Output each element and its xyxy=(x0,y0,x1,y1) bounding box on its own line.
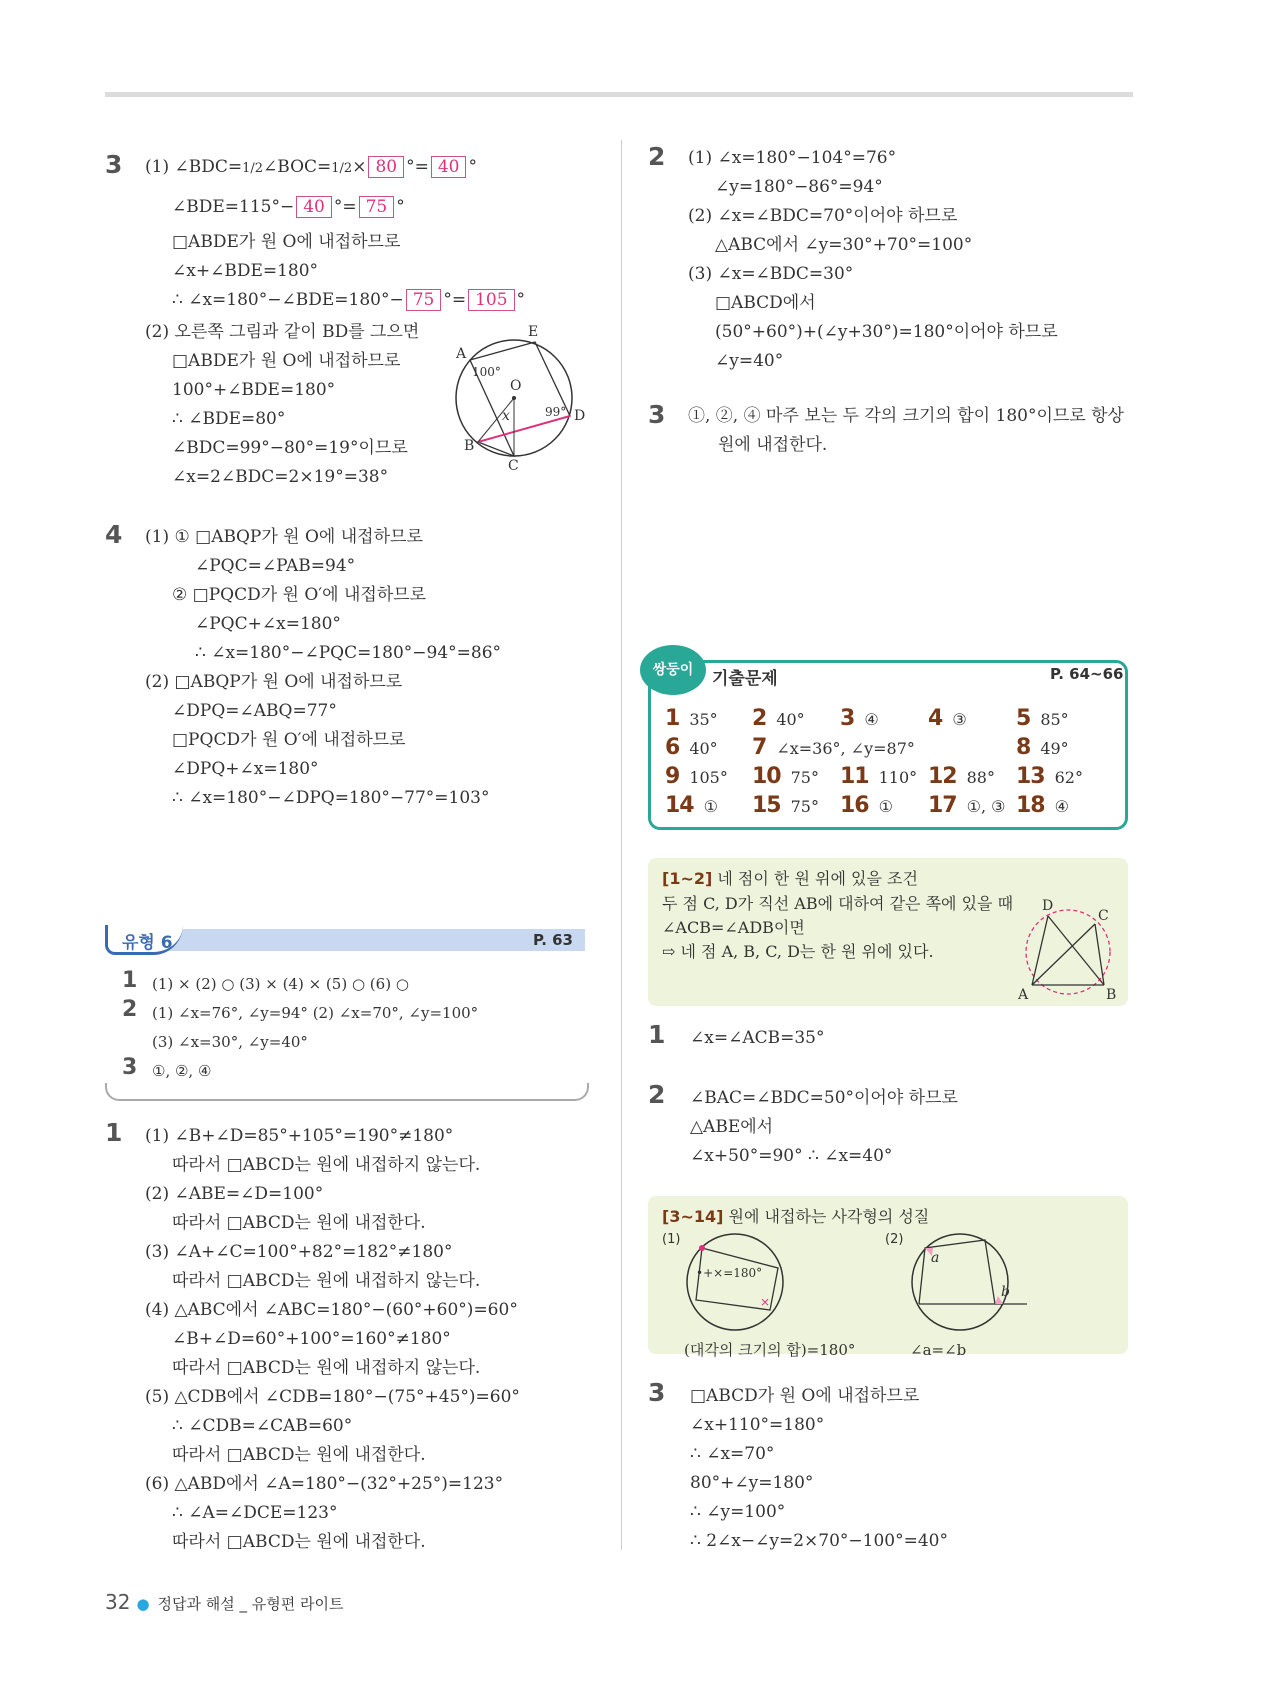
lb-line-5: (3) ∠A+∠C=100°+82°=182°≠180° xyxy=(145,1242,453,1262)
answer-box: 75 xyxy=(406,289,442,311)
angle-cross-marker: × xyxy=(760,1295,771,1309)
twin-answer-number: 16 xyxy=(840,793,869,818)
type6-answer-1: (1) × (2) ○ (3) × (4) × (5) ○ (6) ○ xyxy=(152,975,409,993)
info2-caption-2: ∠a=∠b xyxy=(910,1341,967,1359)
twin-answer xyxy=(752,735,915,760)
opposite-angles-figure xyxy=(680,1230,790,1334)
p4-line-2: ∠PQC=∠PAB=94° xyxy=(195,556,356,576)
problem-number: 2 xyxy=(648,142,665,171)
type6-answer-2: (1) ∠x=76°, ∠y=94° (2) ∠x=70°, ∠y=100° xyxy=(152,1004,479,1022)
ts3-line-2: ∠x+110°=180° xyxy=(690,1415,825,1435)
r2-line-5: (3) ∠x=∠BDC=30° xyxy=(688,264,854,284)
twin-answer xyxy=(840,706,879,731)
twin-answer-value: 40° xyxy=(689,739,718,758)
twin-answer-number: 6 xyxy=(665,735,680,760)
p3-line-4: ∠x+∠BDE=180° xyxy=(172,261,319,281)
ts3-line-5: ∴ ∠y=100° xyxy=(690,1502,786,1522)
answer-box: 105 xyxy=(468,289,514,311)
twin-answer xyxy=(1016,793,1069,818)
ts2-line-2: △ABE에서 xyxy=(690,1117,774,1137)
twin-answer xyxy=(665,706,718,731)
twin-answer-value: ①, ③ xyxy=(966,797,1006,816)
label-d: D xyxy=(574,408,586,424)
twin-answer xyxy=(928,706,967,731)
lb-line-12: 따라서 □ABCD는 원에 내접한다. xyxy=(172,1445,426,1465)
label-o: O xyxy=(510,378,522,394)
r2-line-7: (50°+60°)+(∠y+30°)=180°이어야 하므로 xyxy=(715,322,1058,342)
lb-line-11: ∴ ∠CDB=∠CAB=60° xyxy=(172,1416,353,1436)
p3-2-line-6: ∠x=2∠BDC=2×19°=38° xyxy=(172,467,389,487)
twin-answer-value: 75° xyxy=(790,797,819,816)
type6-answer-4: ①, ②, ④ xyxy=(152,1062,212,1080)
ts3-line-1: □ABCD가 원 O에 내접하므로 xyxy=(690,1386,920,1406)
ts2-line-3: ∠x+50°=90° ∴ ∠x=40° xyxy=(690,1146,893,1166)
twin-answer-value: 88° xyxy=(966,768,995,787)
lb-line-3: (2) ∠ABE=∠D=100° xyxy=(145,1184,324,1204)
label-100: 100° xyxy=(472,365,501,379)
twin-answer-value: ④ xyxy=(864,710,879,729)
label-b: b xyxy=(1001,1284,1010,1300)
lb-line-8: ∠B+∠D=60°+100°=160°≠180° xyxy=(172,1329,451,1349)
bullet-icon: ● xyxy=(136,1595,150,1613)
twin-answer-value: 35° xyxy=(689,710,718,729)
lb-line-7: (4) △ABC에서 ∠ABC=180°−(60°+60°)=60° xyxy=(145,1300,518,1320)
type6-bar xyxy=(165,929,585,951)
twin-answer-value: ∠x=36°, ∠y=87° xyxy=(776,739,915,758)
twin-answer xyxy=(1016,706,1069,731)
twin-answer-value: 85° xyxy=(1040,710,1069,729)
info2-heading xyxy=(662,1204,929,1227)
twin-answer xyxy=(665,793,718,818)
label-b: B xyxy=(1106,987,1117,1003)
info1-tag: [1~2] xyxy=(662,869,713,888)
lb-line-4: 따라서 □ABCD는 원에 내접한다. xyxy=(172,1213,426,1233)
p3-2-line-3: 100°+∠BDE=180° xyxy=(172,380,336,400)
label-c: C xyxy=(508,458,519,470)
twin-title: 기출문제 xyxy=(712,669,778,689)
r2-line-8: ∠y=40° xyxy=(715,351,784,371)
twin-answer-value: ④ xyxy=(1054,797,1069,816)
twin-answer xyxy=(1016,735,1069,760)
twin-answer-number: 15 xyxy=(752,793,781,818)
info2-sub-1: (1) xyxy=(662,1232,681,1247)
label-99: 99° xyxy=(545,405,567,419)
info2-sub-2: (2) xyxy=(885,1232,904,1247)
twin-answer-value: 75° xyxy=(790,768,819,787)
p3-line-2 xyxy=(172,195,405,219)
twin-answer xyxy=(752,793,819,818)
p3-2-line-4: ∴ ∠BDE=80° xyxy=(172,409,286,429)
twin-answer-value: 40° xyxy=(776,710,805,729)
problem-number: 3 xyxy=(648,1378,665,1407)
twin-answer-number: 17 xyxy=(928,793,957,818)
answer-box: 80 xyxy=(368,156,404,178)
p3-line-5 xyxy=(172,288,525,312)
twin-answer xyxy=(665,764,728,789)
center-point xyxy=(512,396,516,400)
p4-line-6: (2) □ABQP가 원 O에 내접하므로 xyxy=(145,672,403,692)
lb-line-15: 따라서 □ABCD는 원에 내접한다. xyxy=(172,1532,426,1552)
twin-answer-number: 5 xyxy=(1016,706,1031,731)
fraction: 1/2 xyxy=(331,161,353,176)
info1-title: 네 점이 한 원 위에 있을 조건 xyxy=(717,869,918,888)
twin-answer xyxy=(752,764,819,789)
twin-answer-number: 10 xyxy=(752,764,781,789)
twin-answer-number: 4 xyxy=(928,706,943,731)
twin-answer-number: 2 xyxy=(752,706,767,731)
twin-answer xyxy=(840,793,893,818)
page-footer xyxy=(105,1590,344,1614)
ts2-line-1: ∠BAC=∠BDC=50°이어야 하므로 xyxy=(690,1088,958,1108)
top-rule xyxy=(105,92,1133,97)
p3-2-line-1: (2) 오른쪽 그림과 같이 BD를 그으면 xyxy=(145,322,420,342)
p4-line-3: ② □PQCD가 원 O′에 내접하므로 xyxy=(172,585,427,605)
p4-line-7: ∠DPQ=∠ABQ=77° xyxy=(172,701,337,721)
label-c: C xyxy=(1098,908,1109,924)
type6-header xyxy=(105,925,587,955)
inscribed-pentagon-figure xyxy=(450,320,600,470)
twin-page: P. 64~66 xyxy=(1050,665,1124,683)
answer-box: 40 xyxy=(431,156,467,178)
twin-answer xyxy=(752,706,805,731)
text: ∠BOC= xyxy=(263,157,332,177)
r3-line-1: ①, ②, ④ 마주 보는 두 각의 크기의 합이 180°이므로 항상 xyxy=(688,406,1124,426)
type6-frame xyxy=(105,1083,589,1101)
twin-answer xyxy=(928,793,1005,818)
p3-2-line-5: ∠BDC=99°−80°=19°이므로 xyxy=(172,438,408,458)
p4-line-9: ∠DPQ+∠x=180° xyxy=(172,759,319,779)
twin-answer-value: 62° xyxy=(1054,768,1083,787)
twin-answer-number: 3 xyxy=(840,706,855,731)
lb-line-10: (5) △CDB에서 ∠CDB=180°−(75°+45°)=60° xyxy=(145,1387,520,1407)
answer-box: 40 xyxy=(296,196,332,218)
ts3-line-3: ∴ ∠x=70° xyxy=(690,1444,775,1464)
lb-line-14: ∴ ∠A=∠DCE=123° xyxy=(172,1503,338,1523)
label-a: a xyxy=(931,1250,940,1266)
ts3-line-4: 80°+∠y=180° xyxy=(690,1473,814,1493)
lb-line-9: 따라서 □ABCD는 원에 내접하지 않는다. xyxy=(172,1358,481,1378)
r2-line-2: ∠y=180°−86°=94° xyxy=(715,177,883,197)
info1-heading xyxy=(662,866,918,889)
type6-answer-3: (3) ∠x=30°, ∠y=40° xyxy=(152,1033,308,1051)
label-b: B xyxy=(464,438,475,454)
angle-dot-marker xyxy=(699,1245,705,1251)
problem-number: 2 xyxy=(648,1080,665,1109)
r2-line-4: △ABC에서 ∠y=30°+70°=100° xyxy=(715,235,973,255)
twin-answer-number: 11 xyxy=(840,764,869,789)
text: °= xyxy=(406,157,429,177)
twin-answer-value: 110° xyxy=(878,768,918,787)
text: ∠BDE=115°− xyxy=(172,197,295,217)
twin-answer-value: ① xyxy=(878,797,893,816)
twin-answer-number: 9 xyxy=(665,764,680,789)
twin-answer-value: ① xyxy=(703,797,718,816)
text: ° xyxy=(396,197,405,217)
ts1-line: ∠x=∠ACB=35° xyxy=(690,1028,825,1048)
info1-line-2: ∠ACB=∠ADB이면 xyxy=(662,918,805,937)
answer-box: 75 xyxy=(359,196,395,218)
page-number: 32 xyxy=(105,1590,131,1614)
label-sum: •+×=180° xyxy=(696,1266,763,1280)
problem-number: 1 xyxy=(648,1020,665,1049)
answer-number: 1 xyxy=(122,968,137,993)
answer-number: 3 xyxy=(122,1055,137,1080)
problem-number: 4 xyxy=(105,520,122,549)
twin-answer xyxy=(665,735,718,760)
r2-line-6: □ABCD에서 xyxy=(715,293,816,313)
twin-answer-value: 105° xyxy=(689,768,728,787)
problem-number: 1 xyxy=(105,1118,122,1147)
r2-line-3: (2) ∠x=∠BDC=70°이어야 하므로 xyxy=(688,206,958,226)
text: °= xyxy=(333,197,357,217)
p4-line-1: (1) ① □ABQP가 원 O에 내접하므로 xyxy=(145,527,423,547)
label-a: A xyxy=(1018,987,1029,1003)
segment-ad xyxy=(1032,916,1048,985)
p4-line-8: □PQCD가 원 O′에 내접하므로 xyxy=(172,730,406,750)
text: ° xyxy=(468,157,477,177)
type6-page: P. 63 xyxy=(532,931,573,949)
lb-line-1: (1) ∠B+∠D=85°+105°=190°≠180° xyxy=(145,1126,454,1146)
twin-answer-number: 7 xyxy=(752,735,767,760)
text: ∴ ∠x=180°−∠BDE=180°− xyxy=(172,290,404,310)
twin-badge: 쌍둥이 xyxy=(640,645,706,695)
p3-line-3: □ABDE가 원 O에 내접하므로 xyxy=(172,232,401,252)
problem-number: 3 xyxy=(648,400,665,429)
problem-number: 3 xyxy=(105,150,122,179)
segment-ac xyxy=(1032,924,1095,985)
lb-line-13: (6) △ABD에서 ∠A=180°−(32°+25°)=123° xyxy=(145,1474,504,1494)
text: (1) ∠BDC= xyxy=(145,157,243,177)
p4-line-4: ∠PQC+∠x=180° xyxy=(195,614,341,634)
p3-2-line-2: □ABDE가 원 O에 내접하므로 xyxy=(172,351,401,371)
info1-line-1: 두 점 C, D가 직선 AB에 대하여 같은 쪽에 있을 때 xyxy=(662,894,1014,913)
lb-line-6: 따라서 □ABCD는 원에 내접하지 않는다. xyxy=(172,1271,481,1291)
info2-tag: [3~14] xyxy=(662,1207,724,1226)
four-points-circle-figure xyxy=(1010,896,1126,1004)
text: °= xyxy=(443,290,467,310)
twin-answer-number: 1 xyxy=(665,706,680,731)
text: × xyxy=(352,157,367,177)
label-a: A xyxy=(456,346,467,362)
label-x: x xyxy=(502,408,510,424)
p4-line-10: ∴ ∠x=180°−∠DPQ=180°−77°=103° xyxy=(172,788,490,808)
info1-line-3: ⇨ 네 점 A, B, C, D는 한 원 위에 있다. xyxy=(662,942,934,961)
text: ° xyxy=(516,290,526,310)
twin-answer-value: ③ xyxy=(952,710,967,729)
twin-answer xyxy=(840,764,917,789)
info2-caption-1: (대각의 크기의 합)=180° xyxy=(684,1341,856,1359)
p4-line-5: ∴ ∠x=180°−∠PQC=180°−94°=86° xyxy=(195,643,502,663)
twin-answer xyxy=(1016,764,1083,789)
twin-answer-number: 13 xyxy=(1016,764,1045,789)
type6-tab: 유형 6 xyxy=(105,925,183,955)
label-e: E xyxy=(528,324,539,340)
twin-answer-number: 8 xyxy=(1016,735,1031,760)
twin-answer xyxy=(928,764,995,789)
answer-number: 2 xyxy=(122,997,137,1022)
twin-answer-number: 14 xyxy=(665,793,694,818)
footer-text: 정답과 해설 _ 유형편 라이트 xyxy=(157,1595,344,1613)
twin-answer-number: 18 xyxy=(1016,793,1045,818)
twin-answer-value: 49° xyxy=(1040,739,1069,758)
exterior-angle-figure xyxy=(905,1230,1031,1334)
lb-line-2: 따라서 □ABCD는 원에 내접하지 않는다. xyxy=(172,1155,481,1175)
label-d: D xyxy=(1042,898,1054,914)
r3-line-2: 원에 내접한다. xyxy=(718,435,828,455)
ts3-line-6: ∴ 2∠x−∠y=2×70°−100°=40° xyxy=(690,1531,948,1551)
info2-title: 원에 내접하는 사각형의 성질 xyxy=(728,1207,930,1226)
p3-line-1 xyxy=(145,155,477,181)
r2-line-1: (1) ∠x=180°−104°=76° xyxy=(688,148,897,168)
column-divider xyxy=(621,140,622,1550)
fraction: 1/2 xyxy=(242,161,264,176)
twin-answer-number: 12 xyxy=(928,764,957,789)
